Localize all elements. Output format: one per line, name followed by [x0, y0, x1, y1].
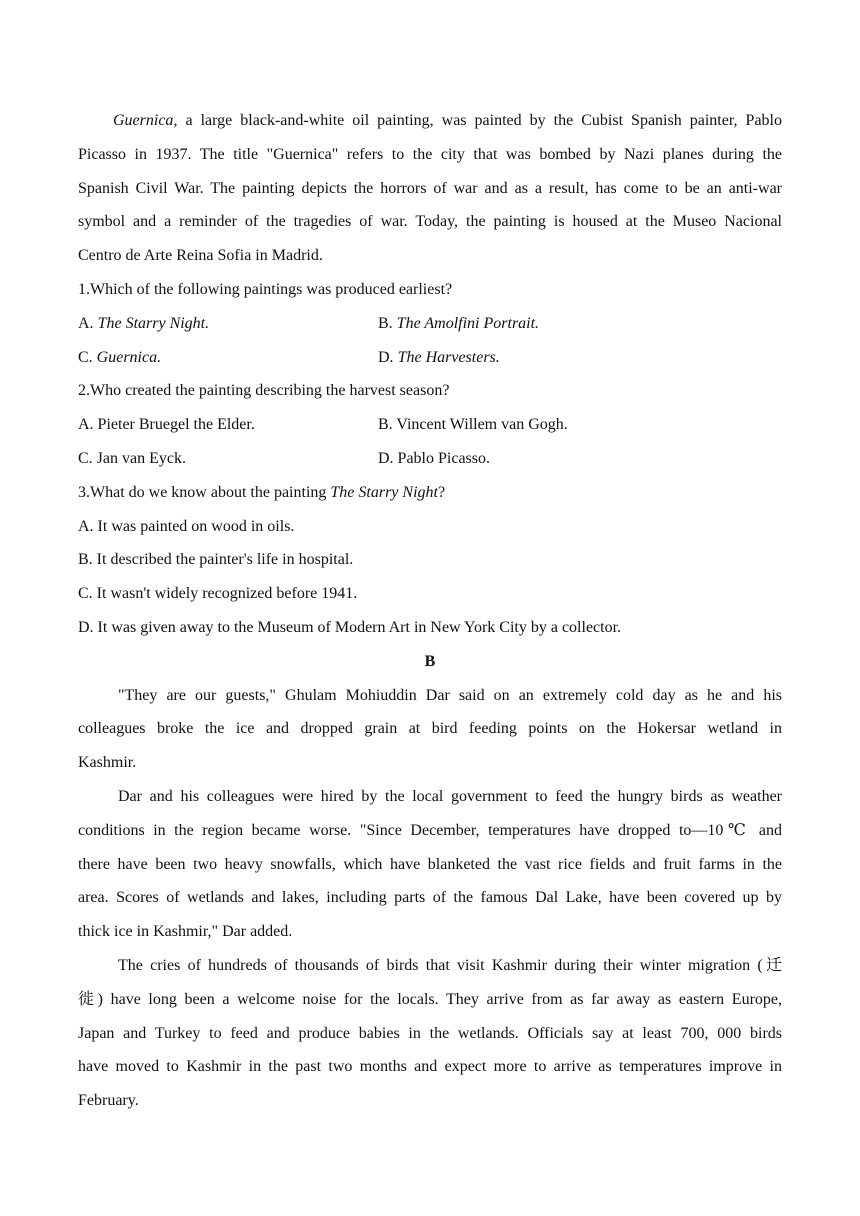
option-d: D. It was given away to the Museum of Modern Art in New York City by a collector. [78, 618, 622, 636]
option-text: The Amolfini Portrait. [396, 314, 540, 332]
painting-title: The Starry Night [330, 483, 438, 501]
passage-b-p2-line-1: Dar and his colleagues were hired by the local government to feed the hungry birds as weather [118, 787, 782, 805]
option-a [78, 307, 378, 341]
passage-b-p3-line-3: Japan and Turkey to feed and produce babies in the wetlands. Officials say at least 700, 000 birds [78, 1024, 782, 1042]
passage-b-p3-line-5: February. [78, 1092, 139, 1110]
option-d: D. Pablo Picasso. [378, 449, 490, 467]
passage-b-p2-line-5: thick ice in Kashmir," Dar added. [78, 923, 293, 941]
passage-b-p1-line-3: Kashmir. [78, 754, 137, 772]
question-1-options-row-2 [78, 341, 782, 375]
passage-b-p3-line-2: 徙) have long been a welcome noise for the locals. They arrive from as far away as eastern Europe, [78, 990, 782, 1008]
section-heading: B [424, 652, 436, 670]
passage-a-line-5: Centro de Arte Reina Sofia in Madrid. [78, 247, 323, 265]
option-c: C. It wasn't widely recognized before 1941. [78, 585, 358, 603]
question-1-stem: 1.Which of the following paintings was produced earliest? [78, 280, 453, 298]
passage-b-p3-line-4: have moved to Kashmir in the past two months and expect more to arrive as temperatures improve in [78, 1058, 782, 1076]
question-2-stem: 2.Who created the painting describing the harvest season? [78, 382, 450, 400]
passage-b-p1-line-1: "They are our guests," Ghulam Mohiuddin Dar said on an extremely cold day as he and his [118, 686, 782, 704]
passage-b-p2-line-2: conditions in the region became worse. "Since December, temperatures have dropped to—10℃ and [78, 821, 782, 839]
question-text: 3.What do we know about the painting [78, 483, 331, 501]
option-text: Guernica. [96, 348, 162, 366]
option-a: A. Pieter Bruegel the Elder. [78, 416, 255, 434]
option-c: C. Jan van Eyck. [78, 449, 186, 467]
question-2-options-row-1 [78, 408, 782, 442]
option-label: C. [78, 348, 97, 366]
document-page [78, 104, 782, 1118]
question-2-options-row-2 [78, 442, 782, 476]
passage-b-p2-line-3: there have been two heavy snowfalls, which have blanketed the vast rice fields and fruit farms in the [78, 855, 782, 873]
option-text: The Harvesters. [397, 348, 500, 366]
passage-b-p3-line-1: The cries of hundreds of thousands of birds that visit Kashmir during their winter migration (迁 [118, 956, 782, 974]
option-b [378, 307, 782, 341]
option-label: D. [378, 348, 398, 366]
option-b: B. It described the painter's life in hospital. [78, 551, 354, 569]
question-mark: ? [437, 483, 446, 501]
passage-b-p2-line-4: area. Scores of wetlands and lakes, including parts of the famous Dal Lake, have been covered up by [78, 889, 782, 907]
passage-b-p1-line-2: colleagues broke the ice and dropped grain at bird feeding points on the Hokersar wetland in [78, 720, 782, 738]
passage-a-line-2: Picasso in 1937. The title "Guernica" refers to the city that was bombed by Nazi planes during the [78, 145, 782, 163]
option-b: B. Vincent Willem van Gogh. [378, 416, 568, 434]
question-1-options-row-1 [78, 307, 782, 341]
option-d [378, 341, 782, 375]
painting-title: Guernica [113, 112, 174, 129]
option-a: A. It was painted on wood in oils. [78, 517, 295, 535]
passage-a-line-1 [78, 104, 782, 138]
passage-a-line-3: Spanish Civil War. The painting depicts the horrors of war and as a result, has come to be an anti-war [78, 179, 782, 197]
passage-text: , a large black-and-white oil painting, was painted by the Cubist Spanish painter, Pablo [173, 112, 782, 129]
question-3-stem [78, 476, 782, 510]
option-label: A. [78, 314, 98, 332]
passage-a-line-4: symbol and a reminder of the tragedies of war. Today, the painting is housed at the Museo Nacional [78, 213, 782, 231]
option-c [78, 341, 378, 375]
option-text: The Starry Night. [97, 314, 210, 332]
option-label: B. [378, 314, 397, 332]
